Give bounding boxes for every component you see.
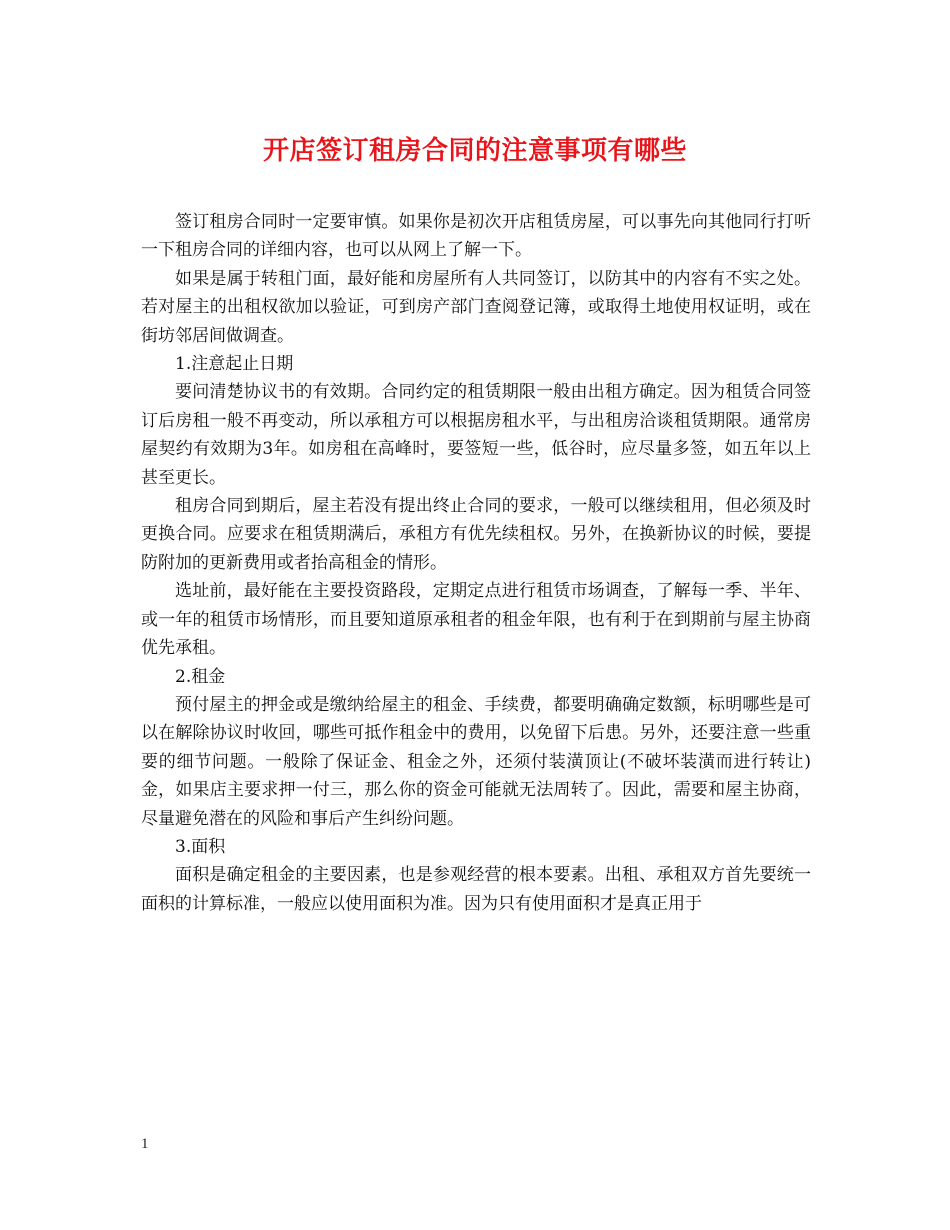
section-heading: 3.面积 — [175, 836, 226, 857]
paragraph: 预付屋主的押金或是缴纳给屋主的租金、手续费，都要明确确定数额，标明哪些是可以在解除协议时收回，哪些可抵作租金中的费用，以免留下后患。另外，还要注意一些重要的细节问题。一般除了保证金、租金之外，还须付装潢顶让(不破坏装潢而进行转让)金，如果店主要求押一付三，那么你的资金可能就无法周转了。因此，需要和屋主协商，尽量避免潜在的风险和事后产生纠纷问题。 — [141, 694, 811, 829]
section-heading: 2.租金 — [175, 666, 226, 687]
paragraph: 租房合同到期后，屋主若没有提出终止合同的要求，一般可以继续租用，但必须及时更换合同。应要求在租赁期满后，承租方有优先续租权。另外，在换新协议的时候，要提防附加的更新费用或者抬高租金的情形。 — [141, 496, 811, 573]
document-body — [141, 208, 811, 918]
section-heading: 1.注意起止日期 — [175, 354, 294, 375]
paragraph: 选址前，最好能在主要投资路段，定期定点进行租赁市场调查，了解每一季、半年、或一年的租赁市场情形，而且要知道原承租者的租金年限，也有利于在到期前与屋主协商优先承租。 — [141, 581, 811, 659]
paragraph: 面积是确定租金的主要因素，也是参观经营的根本要素。出租、承租双方首先要统一面积的计算标准，一般应以使用面积为准。因为只有使用面积才是真正用于 — [141, 865, 811, 914]
paragraph: 要问清楚协议书的有效期。合同约定的租赁期限一般由出租方确定。因为租赁合同签订后房租一般不再变动，所以承租方可以根据房租水平，与出租房洽谈租赁期限。通常房屋契约有效期为3年。如房租在高峰时，要签短一些，低谷时，应尽量多签，如五年以上甚至更长。 — [141, 382, 811, 488]
paragraph: 签订租房合同时一定要审慎。如果你是初次开店租赁房屋，可以事先向其他同行打听一下租房合同的详细内容，也可以从网上了解一下。 — [141, 212, 811, 261]
paragraph: 如果是属于转租门面，最好能和房屋所有人共同签订，以防其中的内容有不实之处。若对屋主的出租权欲加以验证，可到房产部门查阅登记簿，或取得土地使用权证明，或在街坊邻居间做调查。 — [141, 268, 811, 346]
page-number: 1 — [141, 1136, 149, 1152]
document-title: 开店签订租房合同的注意事项有哪些 — [262, 136, 687, 166]
